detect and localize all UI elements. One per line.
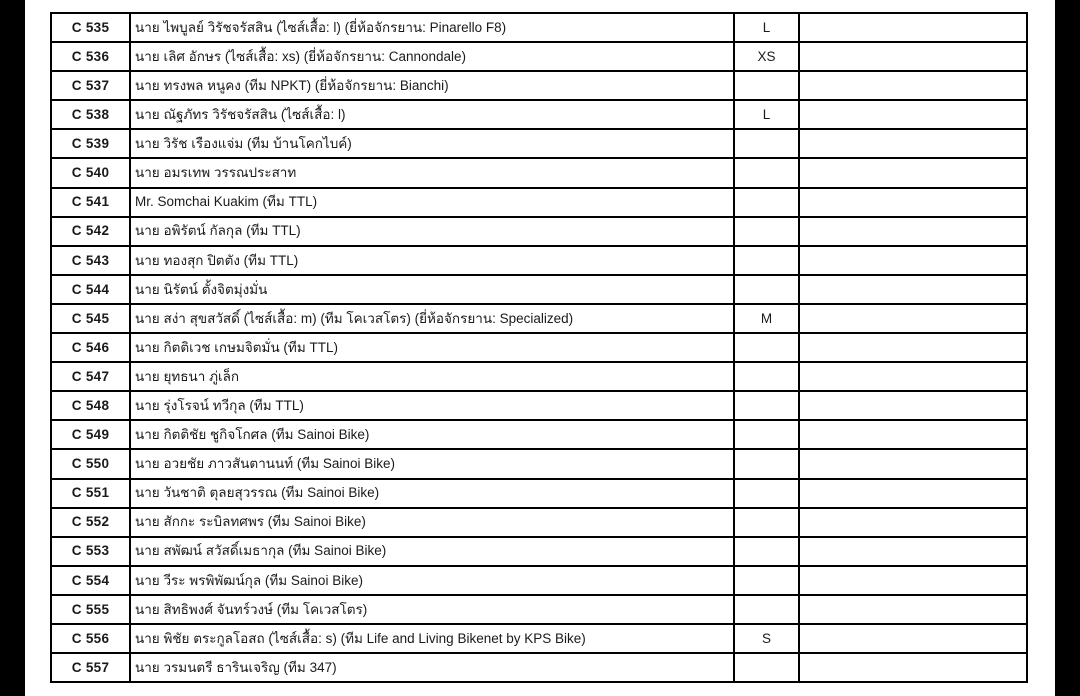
rider-code-cell: C 553 [52,538,131,565]
shirt-size-cell [735,654,800,681]
empty-notes-cell [800,625,1026,652]
rider-name-cell: นาย นิรัตน์ ตั้งจิตมุ่งมั่น [131,276,735,303]
shirt-size-cell [735,72,800,99]
table-row [52,189,1026,218]
rider-code-cell: C 545 [52,305,131,332]
rider-code-cell: C 540 [52,159,131,186]
table-row [52,567,1026,596]
rider-code-cell: C 542 [52,218,131,245]
empty-notes-cell [800,363,1026,390]
shirt-size-cell [735,130,800,157]
rider-name-cell: นาย สิทธิพงศ์ จันทร์วงษ์ (ทีม โคเวสโตร) [131,596,735,623]
empty-notes-cell [800,596,1026,623]
rider-code-cell: C 537 [52,72,131,99]
empty-notes-cell [800,14,1026,41]
table-row [52,43,1026,72]
rider-code-cell: C 550 [52,450,131,477]
empty-notes-cell [800,450,1026,477]
viewer-right-margin-bar [1055,0,1080,696]
table-row [52,276,1026,305]
empty-notes-cell [800,567,1026,594]
empty-notes-cell [800,334,1026,361]
empty-notes-cell [800,189,1026,216]
shirt-size-cell: M [735,305,800,332]
rider-name-cell: นาย รุ่งโรจน์ ทวีกุล (ทีม TTL) [131,392,735,419]
shirt-size-cell: L [735,101,800,128]
table-row [52,247,1026,276]
shirt-size-cell [735,392,800,419]
rider-name-cell: นาย กิตติเวช เกษมจิตมั่น (ทีม TTL) [131,334,735,361]
participant-table [50,12,1028,683]
rider-code-cell: C 544 [52,276,131,303]
rider-name-cell: นาย สักกะ ระบิลทศพร (ทีม Sainoi Bike) [131,509,735,536]
rider-name-cell: นาย อพิรัตน์ กัลกุล (ทีม TTL) [131,218,735,245]
table-row [52,625,1026,654]
empty-notes-cell [800,218,1026,245]
shirt-size-cell [735,509,800,536]
rider-code-cell: C 539 [52,130,131,157]
shirt-size-cell [735,450,800,477]
empty-notes-cell [800,130,1026,157]
table-row [52,72,1026,101]
table-row [52,305,1026,334]
rider-code-cell: C 546 [52,334,131,361]
rider-code-cell: C 541 [52,189,131,216]
shirt-size-cell [735,421,800,448]
rider-name-cell: นาย วิรัช เรืองแจ่ม (ทีม บ้านโคกไบค์) [131,130,735,157]
rider-name-cell: นาย พิชัย ตระกูลโอสถ (ไซส์เสื้อ: s) (ทีม Life and Living Bikenet by KPS Bike) [131,625,735,652]
table-row [52,101,1026,130]
rider-code-cell: C 538 [52,101,131,128]
empty-notes-cell [800,247,1026,274]
rider-name-cell: นาย ณัฐภัทร วิรัชจรัสสิน (ไซส์เสื้อ: l) [131,101,735,128]
table-row [52,159,1026,188]
shirt-size-cell [735,538,800,565]
empty-notes-cell [800,654,1026,681]
rider-name-cell: นาย ยุทธนา ภู่เล็ก [131,363,735,390]
rider-name-cell: นาย ทรงพล หนูคง (ทีม NPKT) (ยี่ห้อจักรยาน: Bianchi) [131,72,735,99]
viewer-left-margin-bar [0,0,25,696]
rider-name-cell: นาย อมรเทพ วรรณประสาท [131,159,735,186]
rider-name-cell: Mr. Somchai Kuakim (ทีม TTL) [131,189,735,216]
table-row [52,218,1026,247]
empty-notes-cell [800,43,1026,70]
shirt-size-cell [735,276,800,303]
shirt-size-cell [735,189,800,216]
rider-code-cell: C 543 [52,247,131,274]
table-row [52,130,1026,159]
empty-notes-cell [800,392,1026,419]
table-row [52,334,1026,363]
empty-notes-cell [800,421,1026,448]
rider-code-cell: C 551 [52,480,131,507]
rider-code-cell: C 556 [52,625,131,652]
empty-notes-cell [800,480,1026,507]
rider-name-cell: นาย สง่า สุขสวัสดิ์ (ไซส์เสื้อ: m) (ทีม โคเวสโตร) (ยี่ห้อจักรยาน: Specialized) [131,305,735,332]
rider-code-cell: C 549 [52,421,131,448]
shirt-size-cell [735,218,800,245]
rider-code-cell: C 552 [52,509,131,536]
rider-code-cell: C 547 [52,363,131,390]
empty-notes-cell [800,159,1026,186]
rider-code-cell: C 557 [52,654,131,681]
empty-notes-cell [800,538,1026,565]
rider-name-cell: นาย ทองสุก ปิตตัง (ทีม TTL) [131,247,735,274]
shirt-size-cell: S [735,625,800,652]
table-row [52,392,1026,421]
rider-name-cell: นาย กิตติชัย ชูกิจโกศล (ทีม Sainoi Bike) [131,421,735,448]
table-row [52,421,1026,450]
rider-code-cell: C 554 [52,567,131,594]
rider-code-cell: C 535 [52,14,131,41]
rider-name-cell: นาย อวยชัย ภาวสันตานนท์ (ทีม Sainoi Bike) [131,450,735,477]
table-row [52,480,1026,509]
table-row [52,654,1026,681]
shirt-size-cell: XS [735,43,800,70]
rider-name-cell: นาย วรมนตรี ธารินเจริญ (ทีม 347) [131,654,735,681]
rider-code-cell: C 548 [52,392,131,419]
rider-name-cell: นาย วีระ พรพิพัฒน์กุล (ทีม Sainoi Bike) [131,567,735,594]
empty-notes-cell [800,72,1026,99]
table-row [52,596,1026,625]
table-row [52,363,1026,392]
rider-name-cell: นาย สพัฒน์ สวัสดิ์เมธากุล (ทีม Sainoi Bike) [131,538,735,565]
empty-notes-cell [800,101,1026,128]
shirt-size-cell [735,596,800,623]
table-row [52,14,1026,43]
rider-name-cell: นาย วันชาติ ตุลยสุวรรณ (ทีม Sainoi Bike) [131,480,735,507]
table-row [52,509,1026,538]
shirt-size-cell: L [735,14,800,41]
shirt-size-cell [735,567,800,594]
empty-notes-cell [800,305,1026,332]
table-row [52,450,1026,479]
table-row [52,538,1026,567]
rider-code-cell: C 555 [52,596,131,623]
rider-code-cell: C 536 [52,43,131,70]
rider-name-cell: นาย เลิศ อักษร (ไซส์เสื้อ: xs) (ยี่ห้อจักรยาน: Cannondale) [131,43,735,70]
shirt-size-cell [735,247,800,274]
shirt-size-cell [735,159,800,186]
shirt-size-cell [735,480,800,507]
empty-notes-cell [800,509,1026,536]
empty-notes-cell [800,276,1026,303]
rider-name-cell: นาย ไพบูลย์ วิรัชจรัสสิน (ไซส์เสื้อ: l) (ยี่ห้อจักรยาน: Pinarello F8) [131,14,735,41]
shirt-size-cell [735,334,800,361]
shirt-size-cell [735,363,800,390]
